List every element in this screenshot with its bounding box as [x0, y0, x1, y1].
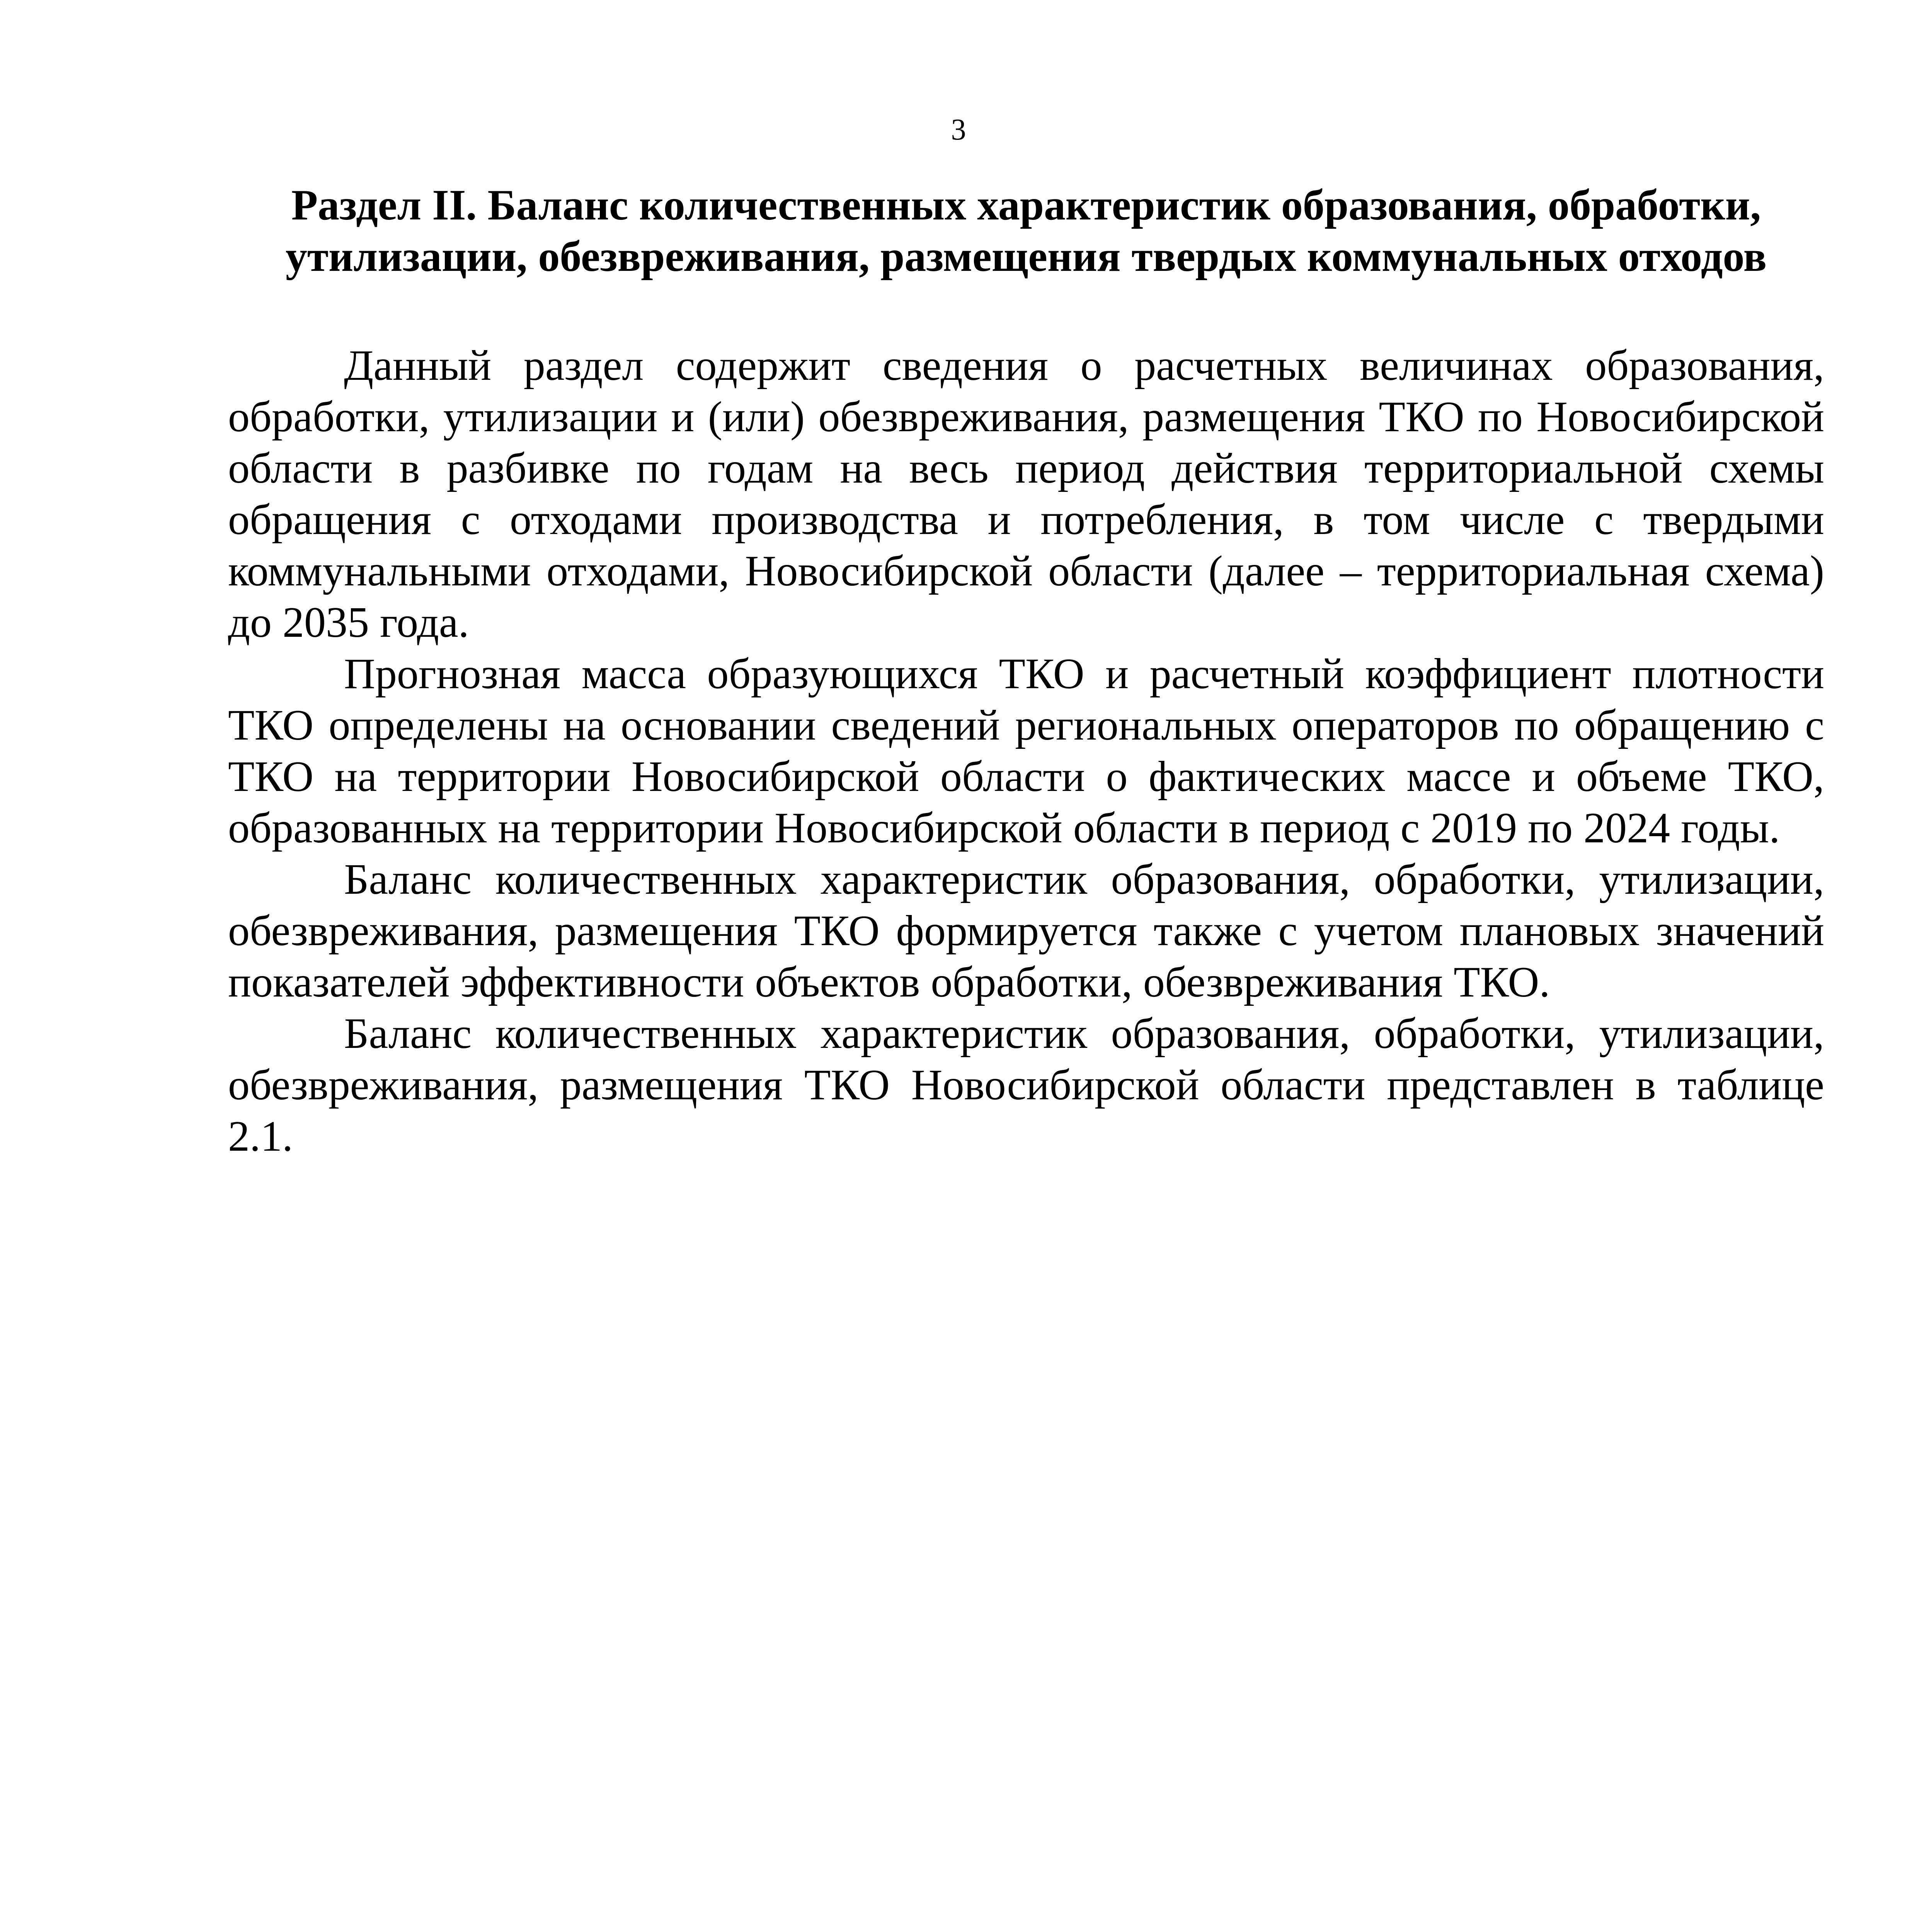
section-title-line-1: Раздел II. Баланс количественных характеристик образования, обработки,	[291, 181, 1761, 229]
page-number: 3	[951, 112, 966, 146]
paragraph-1: Данный раздел содержит сведения о расчетных величинах образования, обработки, утилизации и (или) обезвреживания, размещения ТКО по Новосибирской области в разбивке по годам на весь период действия территориальной схемы обращения с отходами производства и потребления, в том числе с твердыми коммунальными отходами, Новосибирской области (далее – территориальная схема) до 2035 года.	[228, 342, 1824, 646]
section-title-line-2: утилизации, обезвреживания, размещения твердых коммунальных отходов	[285, 233, 1767, 281]
paragraph-3: Баланс количественных характеристик образования, обработки, утилизации, обезвреживания, размещения ТКО формируется также с учетом плановых значений показателей эффективности объектов обработки, обезвреживания ТКО.	[228, 855, 1824, 1006]
paragraph-4: Баланс количественных характеристик образования, обработки, утилизации, обезвреживания, размещения ТКО Новосибирской области представлен в таблице 2.1.	[228, 1010, 1824, 1160]
section-title	[228, 180, 1824, 282]
paragraph-2: Прогнозная масса образующихся ТКО и расчетный коэффициент плотности ТКО определены на основании сведений региональных операторов по обращению с ТКО на территории Новосибирской области о фактических массе и объеме ТКО, образованных на территории Новосибирской области в период с 2019 по 2024 годы.	[228, 650, 1824, 852]
body-text	[228, 340, 1824, 1162]
